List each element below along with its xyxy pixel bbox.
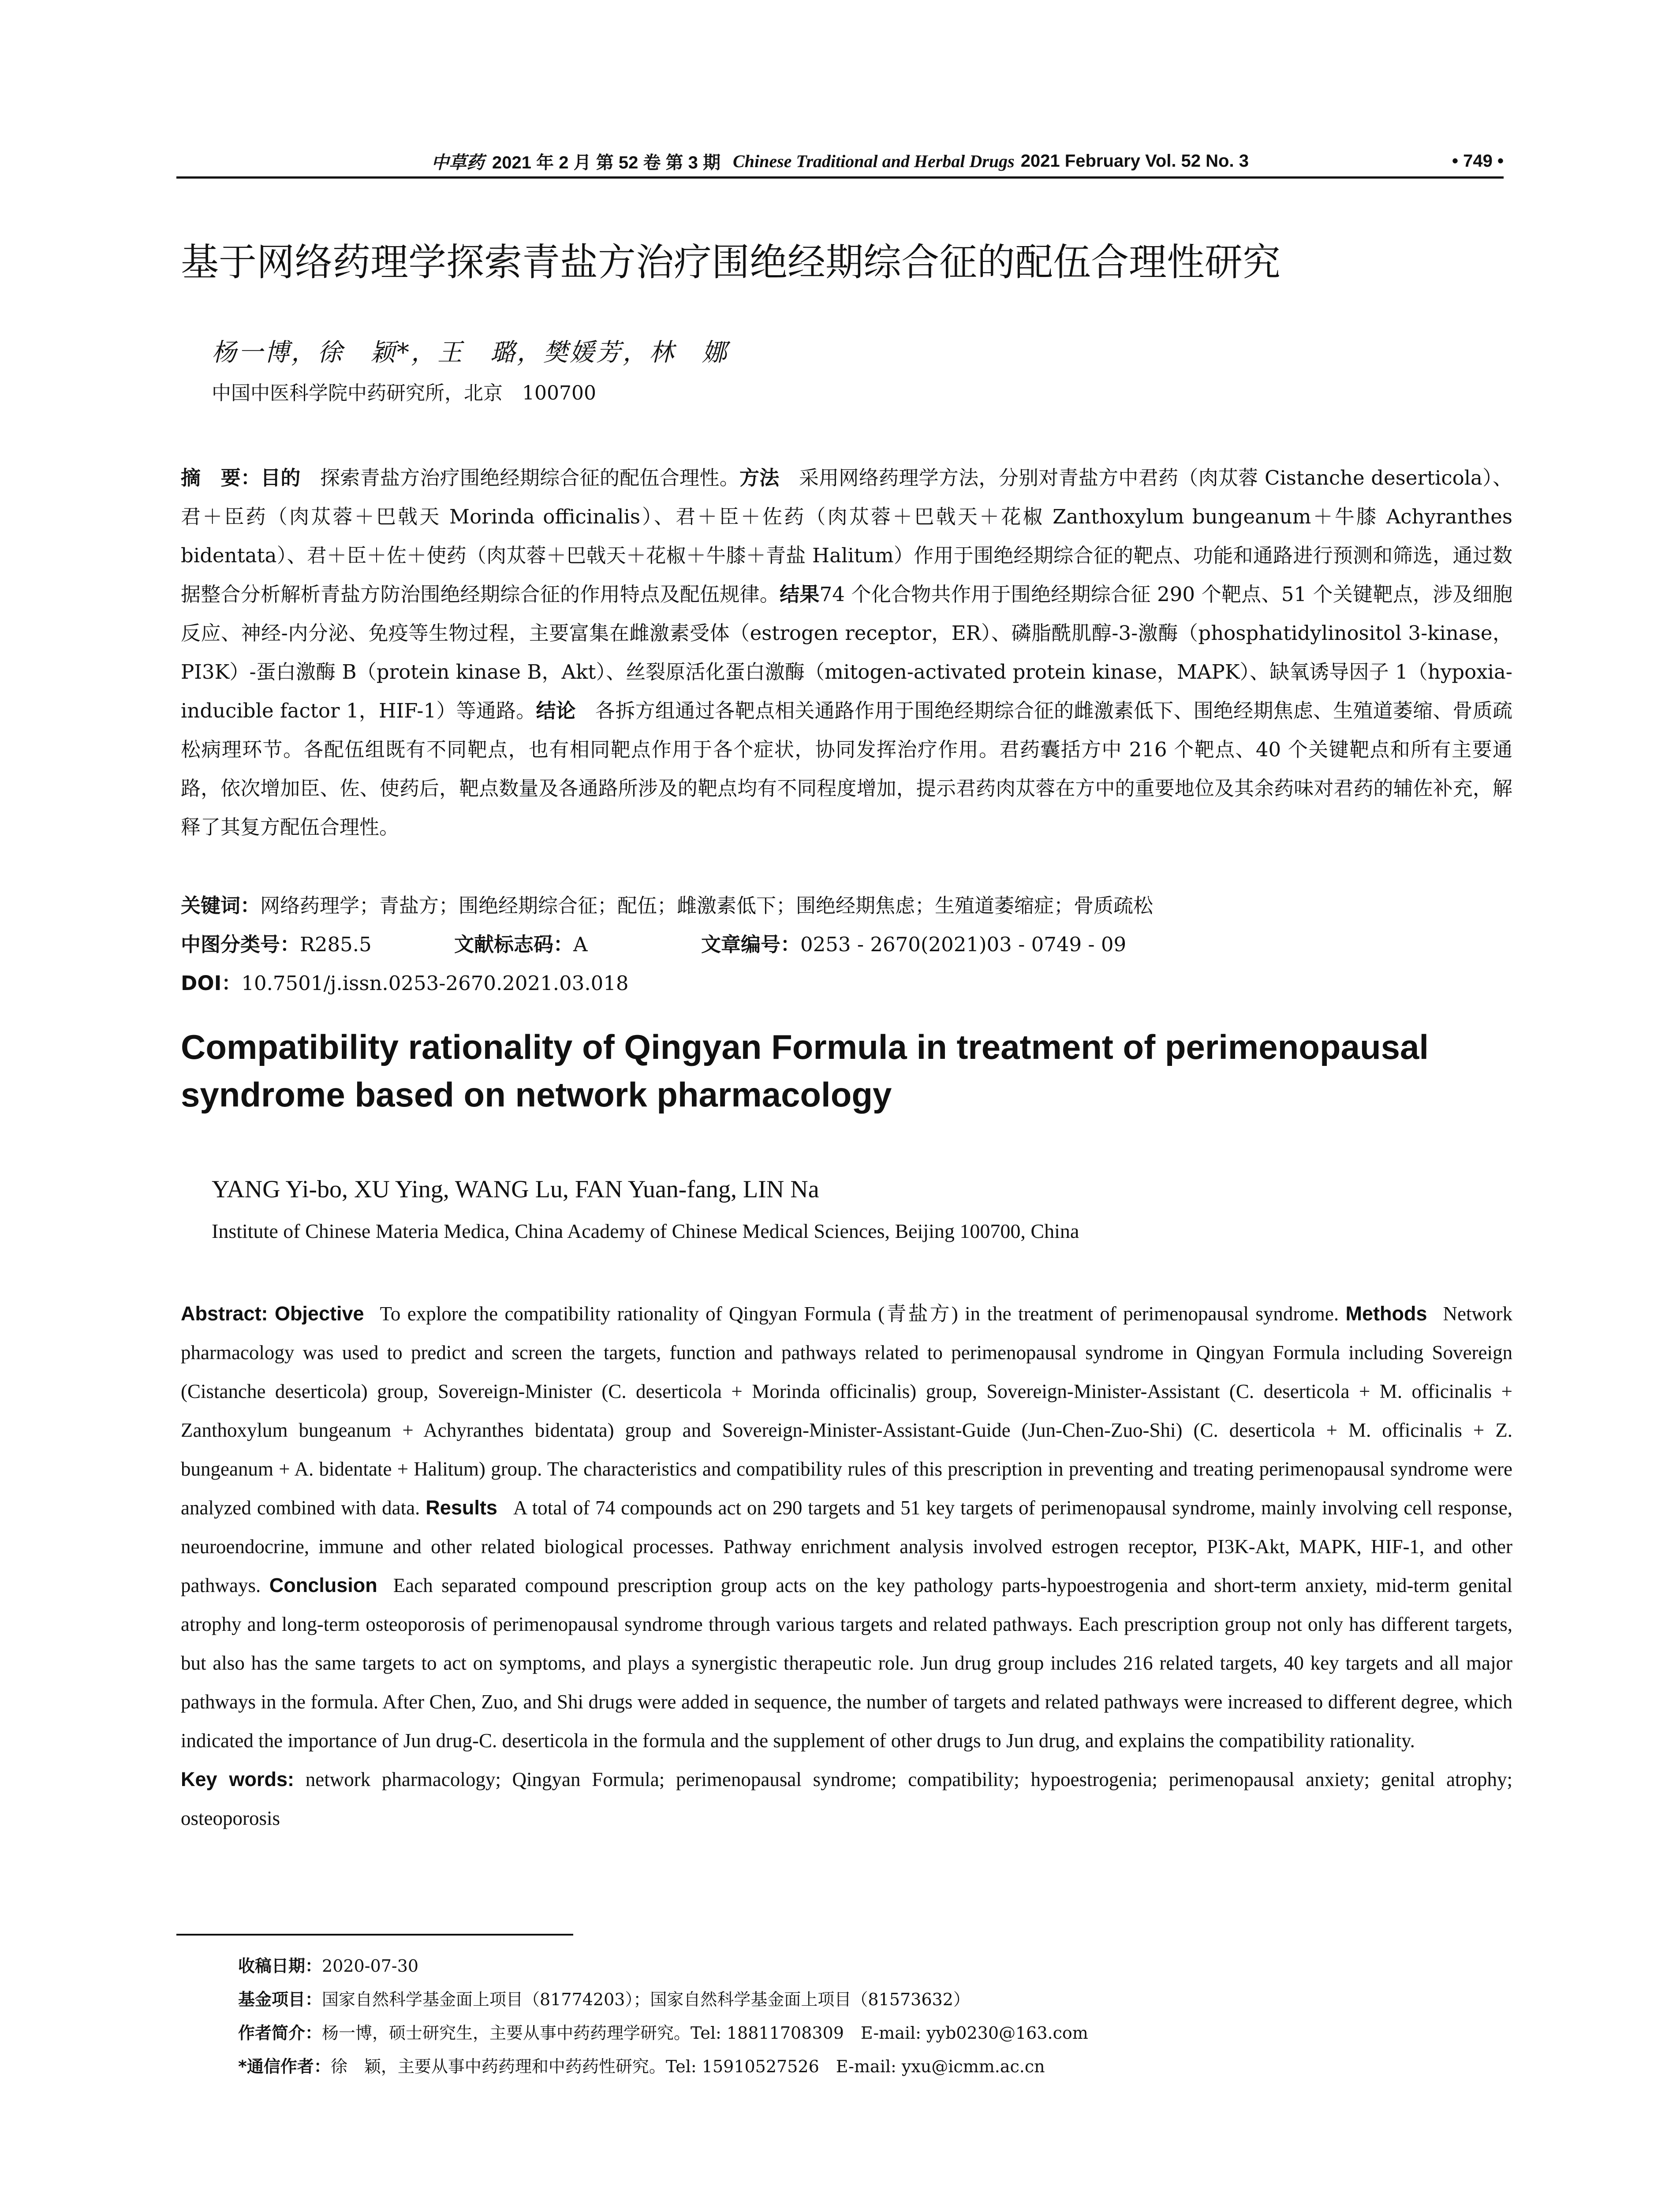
objective-label-zh: 目的 — [261, 466, 301, 490]
methods-label-en: Methods — [1345, 1302, 1427, 1325]
issue-info-zh: 2021 年 2 月 第 52 卷 第 3 期 — [492, 153, 721, 172]
abstract-label-zh: 摘 要： — [181, 466, 261, 490]
doi-row — [181, 964, 1512, 1003]
running-header — [176, 146, 1504, 179]
affiliation-en: Institute of Chinese Materia Medica, China Academy of Chinese Medical Sciences, Beijing 100700, China — [212, 1220, 1079, 1242]
journal-name-zh: 中草药 — [431, 152, 485, 173]
received-label: 收稿日期： — [238, 1956, 322, 1976]
conclusion-label-en: Conclusion — [269, 1574, 377, 1596]
classification-row — [181, 925, 1512, 964]
article-number-value: 0253 - 2670(2021)03 - 0749 - 09 — [800, 933, 1127, 956]
abstract-zh — [181, 459, 1512, 847]
footnote-author — [238, 2016, 1508, 2050]
methods-text-en: Network pharmacology was used to predict and screen the targets, function and pathways related to perimenopausal syndrome in Qingyan Formula including Sovereign (Cistanche deserticola) group, Sovereign-Minister (C. deserticola + Morinda officinalis) group, Sovereign-Minister-Assistant (C. deserticola + M. officinalis + Zanthoxylum bungeanum + Achyranthes bidentata) group and Sovereign-Minister-Assistant-Guide (Jun-Chen-Zuo-Shi) (C. deserticola + M. officinalis + Z. bungeanum + A. bidentate + Halitum) group. The characteristics and compatibility rules of this prescription in preventing and treating perimenopausal syndrome were analyzed combined with data. — [181, 1303, 1512, 1519]
clc-label: 中图分类号： — [181, 933, 300, 956]
page-number: • 749 • — [1452, 151, 1504, 171]
conclusion-label-zh: 结论 — [536, 699, 576, 722]
results-text-zh: 74 个化合物共作用于围绝经期综合征 290 个靶点、51 个关键靶点，涉及细胞反应、神经-内分泌、免疫等生物过程，主要富集在雌激素受体（estrogen receptor，ER）、磷脂酰肌醇-3-激酶（phosphatidylinositol 3-kinase，PI3K）-蛋白激酶 B（protein kinase B，Akt）、丝裂原活化蛋白激酶（mitogen-activated protein kinase，MAPK）、缺氧诱导因子 1（hypoxia-inducible factor 1，HIF-1）等通路。 — [181, 583, 1512, 722]
results-label-zh: 结果 — [780, 583, 820, 606]
author-bio-label: 作者简介： — [238, 2023, 322, 2043]
results-label-en: Results — [426, 1496, 497, 1519]
keywords-text-zh: 网络药理学；青盐方；围绝经期综合征；配伍；雌激素低下；围绝经期焦虑；生殖道萎缩症；骨质疏松 — [260, 894, 1154, 917]
article-title-zh: 基于网络药理学探索青盐方治疗围绝经期综合征的配伍合理性研究 — [181, 240, 1281, 284]
doc-code-value: A — [573, 933, 588, 956]
footnote-fund — [238, 1983, 1508, 2016]
fund-text: 国家自然科学基金面上项目（81774203）；国家自然科学基金面上项目（81573632） — [322, 1990, 970, 2009]
affiliation-zh: 中国中医科学院中药研究所，北京 100700 — [212, 382, 596, 404]
abstract-label-en: Abstract: — [181, 1302, 268, 1325]
methods-label-zh: 方法 — [739, 466, 780, 490]
keywords-label-en: Key words: — [181, 1768, 295, 1790]
article-title-en: Compatibility rationality of Qingyan Formula in treatment of perimenopausal syndrome based on network pharmacology — [181, 1028, 1429, 1114]
objective-text-en: To explore the compatibility rationality of Qingyan Formula (青盐方) in the treatment of perimenopausal syndrome. — [380, 1303, 1339, 1325]
issue-info-en: 2021 February Vol. 52 No. 3 — [1020, 151, 1249, 171]
footnotes — [238, 1949, 1508, 2083]
doc-code-label: 文献标志码： — [454, 933, 574, 956]
journal-name-en: Chinese Traditional and Herbal Drugs — [733, 151, 1015, 171]
keywords-zh — [181, 886, 1512, 925]
abstract-en — [181, 1294, 1512, 1838]
methods-text-zh: 采用网络药理学方法，分别对青盐方中君药（肉苁蓉 Cistanche deserticola）、君＋臣药（肉苁蓉＋巴戟天 Morinda officinalis）、君＋臣＋佐药（肉苁蓉＋巴戟天＋花椒 Zanthoxylum bungeanum＋牛膝 Achyranthes bidentata）、君＋臣＋佐＋使药（肉苁蓉＋巴戟天＋花椒＋牛膝＋青盐 Halitum）作用于围绝经期综合征的靶点、功能和通路进行预测和筛选，通过数据整合分析解析青盐方防治围绝经期综合征的作用特点及配伍规律。 — [181, 466, 1512, 606]
results-text-en: A total of 74 compounds act on 290 targets and 51 key targets of perimenopausal syndrome, mainly involving cell response, neuroendocrine, immune and other related biological processes. Pathway enrichment analysis involved estrogen receptor, PI3K-Akt, MAPK, HIF-1, and other pathways. — [181, 1497, 1512, 1596]
keywords-text-en: network pharmacology; Qingyan Formula; perimenopausal syndrome; compatibility; hypoestrogenia; perimenopausal anxiety; genital atrophy; osteoporosis — [181, 1768, 1512, 1829]
clc-value: R285.5 — [300, 933, 372, 956]
conclusion-text-en: Each separated compound prescription group acts on the key pathology parts-hypoestrogenia and short-term anxiety, mid-term genital atrophy and long-term osteoporosis of perimenopausal syndrome through various targets and related pathways. Each prescription group not only has different targets, but also has the same targets to act on symptoms, and plays a synergistic therapeutic role. Jun drug group includes 216 related targets, 40 key targets and all major pathways in the formula. After Chen, Zuo, and Shi drugs were added in sequence, the number of targets and related pathways were increased to different degree, which indicated the importance of Jun drug-C. deserticola in the formula and the supplement of other drugs to Jun drug, and explains the compatibility rationality. — [181, 1574, 1512, 1752]
author-bio-text: 杨一博，硕士研究生，主要从事中药药理学研究。Tel: 18811708309 E-mail: yyb0230@163.com — [322, 2023, 1088, 2043]
authors-zh: 杨一博，徐 颖*，王 璐，樊媛芳，林 娜 — [212, 338, 728, 367]
article-number-label: 文章编号： — [701, 933, 801, 956]
footnote-corresponding — [238, 2050, 1508, 2083]
authors-en: YANG Yi-bo, XU Ying, WANG Lu, FAN Yuan-fang, LIN Na — [212, 1176, 819, 1203]
corresponding-text: 徐 颖，主要从事中药药理和中药药性研究。Tel: 15910527526 E-mail: yxu@icmm.ac.cn — [330, 2057, 1045, 2076]
objective-text-zh: 探索青盐方治疗围绝经期综合征的配伍合理性。 — [320, 466, 739, 490]
objective-label-en: Objective — [274, 1302, 364, 1325]
doi-label: DOI： — [181, 972, 242, 995]
doi-value[interactable]: 10.7501/j.issn.0253-2670.2021.03.018 — [241, 972, 629, 995]
article-metadata — [181, 886, 1512, 1003]
received-date: 2020-07-30 — [322, 1956, 419, 1976]
fund-label: 基金项目： — [238, 1990, 322, 2009]
conclusion-text-zh: 各拆方组通过各靶点相关通路作用于围绝经期综合征的雌激素低下、围绝经期焦虑、生殖道萎缩、骨质疏松病理环节。各配伍组既有不同靶点，也有相同靶点作用于各个症状，协同发挥治疗作用。君药囊括方中 216 个靶点、40 个关键靶点和所有主要通路，依次增加臣、佐、使药后，靶点数量及各通路所涉及的靶点均有不同程度增加，提示君药肉苁蓉在方中的重要地位及其余药味对君药的辅佐补充，解释了其复方配伍合理性。 — [181, 699, 1512, 839]
corresponding-label: *通信作者： — [238, 2057, 331, 2076]
footnote-received — [238, 1949, 1508, 1983]
keywords-label-zh: 关键词： — [181, 894, 261, 917]
footnote-divider — [176, 1934, 573, 1936]
